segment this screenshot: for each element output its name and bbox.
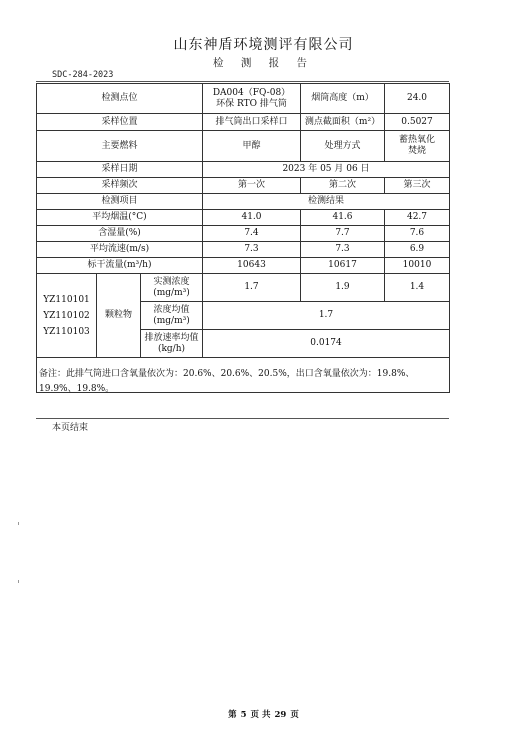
param-value: 10010 [385, 258, 450, 274]
end-of-page-text: 本页结束 [52, 423, 89, 433]
stack-height-value: 24.0 [385, 84, 450, 114]
report-number: SDC-284-2023 [52, 70, 114, 80]
fuel-label: 主要燃料 [37, 131, 203, 162]
sample-id: YZ110102 [43, 310, 90, 321]
frequency-3: 第三次 [385, 178, 450, 194]
section-area-value: 0.5027 [385, 114, 450, 131]
page-number [0, 708, 527, 720]
frequency-1: 第一次 [203, 178, 301, 194]
bottom-rule [36, 418, 449, 419]
total-pages: 29 [274, 710, 287, 720]
param-value: 10643 [203, 258, 301, 274]
table-row [37, 242, 450, 258]
table-row [37, 274, 450, 302]
fuel-value: 甲醇 [203, 131, 301, 162]
test-result-label: 检测结果 [203, 194, 450, 210]
table-row [37, 131, 450, 162]
param-value: 7.3 [301, 242, 385, 258]
param-value: 6.9 [385, 242, 450, 258]
param-value: 10617 [301, 258, 385, 274]
point-label: 检测点位 [37, 84, 203, 114]
sampling-position-label: 采样位置 [37, 114, 203, 131]
param-label: 标干流量(m³/h) [37, 258, 203, 274]
sampling-date-value: 2023 年 05 月 06 日 [203, 162, 450, 178]
sampling-position-value: 排气筒出口采样口 [203, 114, 301, 131]
table-row [37, 162, 450, 178]
page-suffix: 页 [290, 710, 299, 720]
test-results-table [36, 83, 450, 393]
param-value: 7.7 [301, 226, 385, 242]
report-subtitle: 检 测 报 告 [212, 57, 314, 69]
table-row [37, 84, 450, 114]
page-prefix: 第 [228, 710, 237, 720]
measured-concentration-value: 1.9 [301, 274, 385, 302]
table-row [37, 114, 450, 131]
pollutant-name: 颗粒物 [97, 274, 141, 358]
param-value: 7.6 [385, 226, 450, 242]
param-value: 7.3 [203, 242, 301, 258]
top-rule [36, 81, 449, 82]
param-value: 42.7 [385, 210, 450, 226]
table-row [37, 226, 450, 242]
sampling-date-label: 采样日期 [37, 162, 203, 178]
sample-id: YZ110103 [43, 326, 90, 337]
point-value: DA004（FQ-08）环保 RTO 排气筒 [203, 84, 301, 114]
table-row [37, 258, 450, 274]
company-name: 山东神盾环境测评有限公司 [173, 37, 354, 53]
stack-height-label: 烟筒高度（m） [301, 84, 385, 114]
average-concentration-value: 1.7 [203, 302, 450, 330]
remark-text: 备注：此排气筒进口含氧量依次为：20.6%、20.6%、20.5%，出口含氧量依次为：19.8%、19.9%、19.8%。 [39, 369, 415, 394]
table-row [37, 178, 450, 194]
param-label: 含湿量(%) [37, 226, 203, 242]
page-middle: 页 共 [250, 710, 271, 720]
param-value: 41.6 [301, 210, 385, 226]
sampling-frequency-label: 采样频次 [37, 178, 203, 194]
treatment-label: 处理方式 [301, 131, 385, 162]
measured-concentration-label: 实测浓度(mg/m³) [141, 274, 203, 302]
measured-concentration-value: 1.4 [385, 274, 450, 302]
param-label: 平均烟温(°C) [37, 210, 203, 226]
sample-id: YZ110101 [43, 294, 90, 305]
sample-ids [37, 274, 97, 358]
frequency-2: 第二次 [301, 178, 385, 194]
section-area-label: 测点截面积（m²） [301, 114, 385, 131]
param-value: 7.4 [203, 226, 301, 242]
table-row [37, 210, 450, 226]
binding-mark [18, 522, 19, 525]
average-concentration-label: 浓度均值(mg/m³) [141, 302, 203, 330]
emission-rate-label: 排放速率均值(kg/h) [141, 330, 203, 358]
measured-concentration-value: 1.7 [203, 274, 301, 302]
param-value: 41.0 [203, 210, 301, 226]
emission-rate-value: 0.0174 [203, 330, 450, 358]
current-page: 5 [240, 710, 247, 720]
table-row [37, 194, 450, 210]
treatment-value: 蓄热氧化焚烧 [385, 131, 450, 162]
binding-mark [18, 580, 19, 583]
test-item-label: 检测项目 [37, 194, 203, 210]
param-label: 平均流速(m/s) [37, 242, 203, 258]
